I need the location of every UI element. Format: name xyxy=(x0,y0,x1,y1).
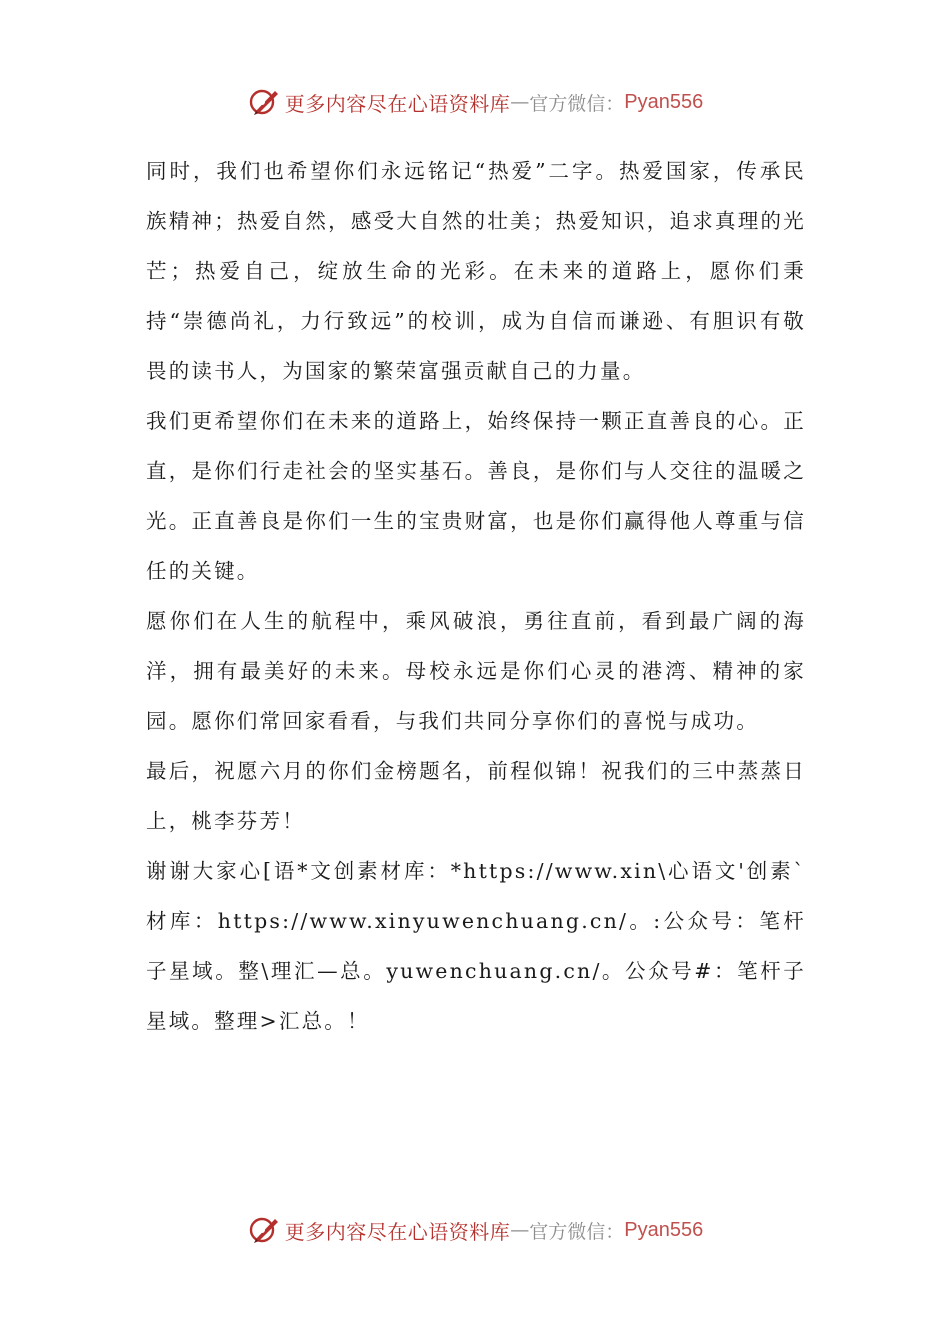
header-banner xyxy=(0,82,950,122)
paragraph-1: 同时，我们也希望你们永远铭记“热爱”二字。热爱国家，传承民族精神；热爱自然，感受大自然的壮美；热爱知识，追求真理的光芒；热爱自己，绽放生命的光彩。在未来的道路上，愿你们秉持“崇德尚礼，力行致远”的校训，成为自信而谦逊、有胆识有敬畏的读书人，为国家的繁荣富强贡献自己的力量。 xyxy=(146,159,806,383)
header-wechat-label: 官方微信： xyxy=(529,92,625,115)
paragraph-2: 我们更希望你们在未来的道路上，始终保持一颗正直善良的心。正直，是你们行走社会的坚实基石。善良，是你们与人交往的温暖之光。正直善良是你们一生的宝贵财富，也是你们赢得他人尊重与信任的关键。 xyxy=(146,409,806,583)
header-site-text: 更多内容尽在心语资料库 xyxy=(284,91,511,116)
pen-logo-icon xyxy=(247,1213,281,1247)
header-dash: — xyxy=(510,91,530,113)
paragraph-5: 谢谢大家心[语*文创素材库：*https://www.xin\心语文'创素`材库：https://www.xinyuwenchuang.cn/。:公众号：笔杆子星域。整\理汇—总。yuwenchuang.cn/。公众号#：笔杆子星域。整理>汇总。！ xyxy=(146,859,806,1033)
pen-logo-icon xyxy=(247,85,281,119)
footer-wechat-id: Pyan556 xyxy=(624,1218,704,1241)
header-wechat-id: Pyan556 xyxy=(624,90,704,113)
paragraph-4: 最后，祝愿六月的你们金榜题名，前程似锦！祝我们的三中蒸蒸日上，桃李芬芳！ xyxy=(146,759,806,833)
document-body xyxy=(146,146,806,1046)
footer-site-text: 更多内容尽在心语资料库 xyxy=(284,1219,511,1244)
footer-wechat-label: 官方微信： xyxy=(529,1220,625,1243)
paragraph-3: 愿你们在人生的航程中，乘风破浪，勇往直前，看到最广阔的海洋，拥有最美好的未来。母校永远是你们心灵的港湾、精神的家园。愿你们常回家看看，与我们共同分享你们的喜悦与成功。 xyxy=(146,609,806,733)
footer-dash: — xyxy=(510,1219,530,1241)
footer-banner xyxy=(0,1210,950,1250)
